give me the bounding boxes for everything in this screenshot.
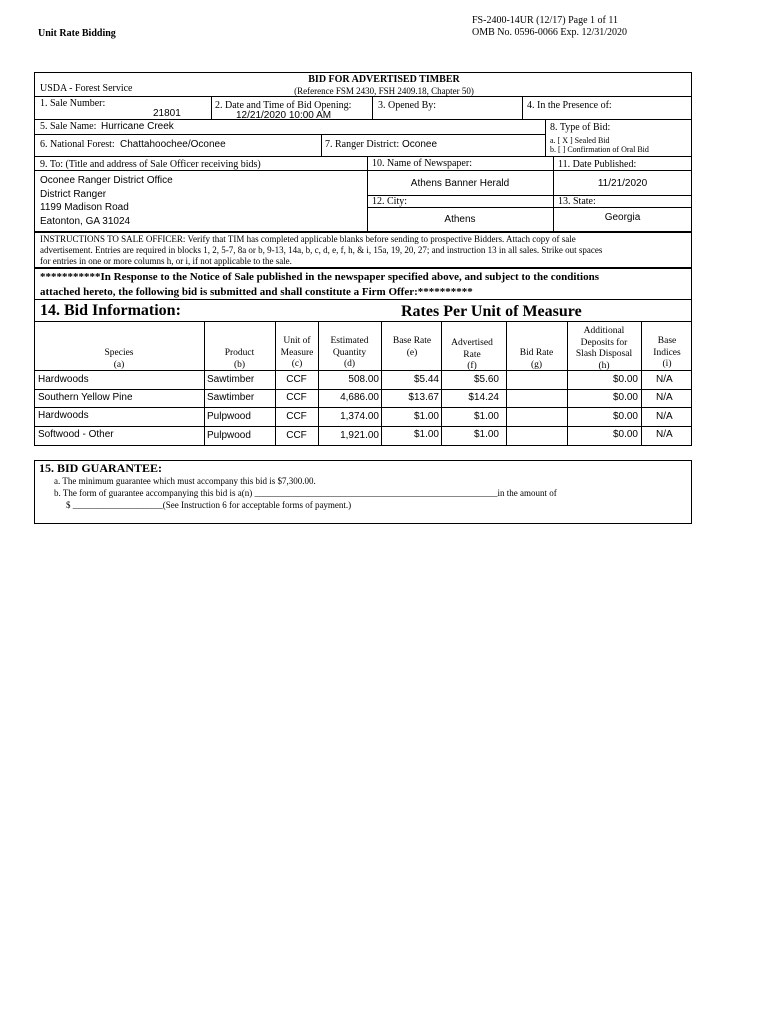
offer-line-1: ***********In Response to the Notice of Sale published in the newspaper specified above, and subject to the conditions (40, 271, 600, 283)
unit-cell: CCF (286, 392, 307, 403)
state-label: 13. State: (558, 196, 596, 207)
city-value[interactable]: Athens (444, 214, 476, 225)
base-rate-cell: $1.00 (413, 411, 439, 422)
column-header-unit (278, 336, 316, 371)
sale-number-label: 1. Sale Number: (40, 98, 106, 109)
oral-bid-checkbox[interactable]: b. [ ] Confirmation of Oral Bid (550, 145, 649, 154)
quantity-cell: 4,686.00 (340, 392, 379, 403)
sale-number-value[interactable]: 21801 (153, 108, 181, 119)
advertised-rate-cell: $14.24 (468, 392, 499, 403)
opened-by-label: 3. Opened By: (378, 100, 437, 111)
form-reference: (Reference FSM 2430, FSH 2409.18, Chapter 50) (294, 86, 474, 96)
header-label: Additional Deposits for Slash Disposal (575, 326, 633, 359)
sealed-bid-checkbox[interactable]: a. [ X ] Sealed Bid (550, 136, 610, 145)
column-header-bid-rate (506, 348, 567, 371)
base-rate-cell: $13.67 (408, 392, 439, 403)
product-cell: Pulpwood (207, 411, 251, 422)
base-rate-cell: $1.00 (413, 429, 439, 440)
form-id: FS-2400-14UR (12/17) Page 1 of 11 (472, 15, 619, 26)
address-line: Oconee Ranger District Office (40, 175, 173, 186)
species-cell: Southern Yellow Pine (38, 392, 133, 403)
header-sub: (b) (233, 359, 246, 370)
address-line: Eatonton, GA 31024 (40, 215, 131, 227)
state-value[interactable]: Georgia (604, 212, 641, 223)
city-label: 12. City: (372, 196, 408, 207)
column-header-deposits (570, 326, 638, 372)
agency-name: USDA - Forest Service (40, 83, 133, 94)
advertised-rate-cell: $1.00 (473, 429, 499, 440)
header-label: Advertised Rate (451, 338, 493, 360)
indices-cell: N/A (656, 411, 673, 422)
product-cell: Sawtimber (207, 374, 255, 385)
deposits-cell: $0.00 (612, 374, 638, 385)
indices-cell: N/A (656, 374, 673, 385)
column-header-quantity (322, 336, 377, 371)
bid-guarantee-title: 15. BID GUARANTEE: (39, 461, 163, 475)
ranger-district-value[interactable]: Oconee (402, 139, 438, 150)
indices-cell: N/A (656, 429, 673, 440)
header-label: Base Indices (653, 336, 681, 358)
indices-cell: N/A (656, 392, 673, 403)
rates-title: Rates Per Unit of Measure (401, 303, 582, 320)
guarantee-line-b[interactable]: b. The form of guarantee accompanying this bid is a(n) ______________________________________________________in the amount of (54, 488, 557, 498)
bid-info-title: 14. Bid Information: (40, 302, 181, 319)
base-rate-cell: $5.44 (413, 374, 439, 385)
date-published-value[interactable]: 11/21/2020 (597, 178, 648, 189)
date-published-label: 11. Date Published: (558, 159, 637, 170)
header-label: Estimated Quantity (330, 336, 369, 358)
bid-opening-value[interactable]: 12/21/2020 10:00 AM (236, 110, 332, 121)
omb-number: OMB No. 0596-0066 Exp. 12/31/2020 (472, 27, 627, 38)
product-cell: Sawtimber (207, 392, 255, 403)
header-sub: (e) (406, 347, 418, 358)
sale-name-label: 5. Sale Name: (40, 121, 97, 132)
column-header-indices (646, 336, 688, 371)
header-sub: (g) (530, 359, 543, 370)
bid-opening-label: 2. Date and Time of Bid Opening: (215, 100, 352, 111)
header-label: Bid Rate (519, 348, 554, 358)
ranger-district-label: 7. Ranger District: (325, 139, 400, 150)
header-label: Species (104, 348, 134, 358)
deposits-cell: $0.00 (612, 411, 638, 422)
product-cell: Pulpwood (207, 430, 251, 441)
species-cell: Hardwoods (38, 374, 89, 385)
deposits-cell: $0.00 (612, 429, 638, 440)
quantity-cell: 1,921.00 (340, 430, 379, 441)
offer-line-2: attached hereto, the following bid is submitted and shall constitute a Firm Offer:********** (40, 286, 473, 298)
quantity-cell: 1,374.00 (340, 411, 379, 422)
species-cell: Hardwoods (38, 410, 89, 421)
header-sub: (d) (343, 359, 356, 369)
species-cell: Softwood - Other (38, 429, 114, 440)
column-header-base-rate (392, 336, 432, 359)
deposits-cell: $0.00 (612, 392, 638, 403)
national-forest-label: 6. National Forest: (40, 139, 115, 150)
advertised-rate-cell: $1.00 (473, 411, 499, 422)
sale-name-value[interactable]: Hurricane Creek (101, 121, 174, 132)
newspaper-label: 10. Name of Newspaper: (372, 158, 472, 169)
address-line: 1199 Madison Road (40, 202, 129, 213)
national-forest-value[interactable]: Chattahoochee/Oconee (120, 139, 226, 150)
guarantee-line-a: a. The minimum guarantee which must accompany this bid is $7,300.00. (54, 476, 316, 486)
to-address[interactable] (40, 174, 173, 228)
address-line: District Ranger (40, 188, 107, 200)
header-label: Base Rate (392, 336, 432, 346)
document-title: Unit Rate Bidding (38, 28, 116, 39)
instruction-line: INSTRUCTIONS TO SALE OFFICER: Verify that TIM has completed applicable blanks before sending to prospective Bidders. Attach copy of sale (40, 234, 576, 244)
header-sub: (i) (662, 359, 672, 369)
advertised-rate-cell: $5.60 (473, 374, 499, 385)
header-label: Unit of Measure (280, 336, 314, 358)
header-label: Product (224, 348, 255, 358)
unit-cell: CCF (286, 374, 307, 385)
header-sub: (f) (467, 361, 477, 371)
header-sub: (a) (113, 359, 125, 370)
unit-cell: CCF (286, 430, 307, 441)
instruction-line: advertisement. Entries are required in blocks 1, 2, 5-7, 8a or b, 9-13, 14a, b, c, d, e, f, h, & i, 15a, 19, 20, 27; and instruction 13 in all sales. Strike out spaces (40, 245, 603, 255)
header-sub: (h) (598, 360, 610, 371)
type-of-bid-label: 8. Type of Bid: (550, 122, 611, 133)
instructions-text (40, 234, 602, 267)
guarantee-line-c[interactable]: $ ____________________(See Instruction 6 for acceptable forms of payment.) (66, 500, 352, 510)
form-title: BID FOR ADVERTISED TIMBER (308, 74, 460, 85)
instruction-line: for entries in one or more columns h, or i, if not applicable to the sale. (40, 256, 292, 266)
quantity-cell: 508.00 (348, 374, 379, 385)
to-label: 9. To: (Title and address of Sale Officer receiving bids) (40, 159, 261, 170)
column-header-species (34, 348, 204, 371)
column-header-product (204, 348, 275, 371)
presence-label: 4. In the Presence of: (527, 100, 612, 111)
header-sub: (c) (291, 359, 303, 369)
newspaper-value[interactable]: Athens Banner Herald (410, 178, 510, 189)
unit-cell: CCF (286, 411, 307, 422)
column-header-advertised-rate (446, 338, 498, 373)
